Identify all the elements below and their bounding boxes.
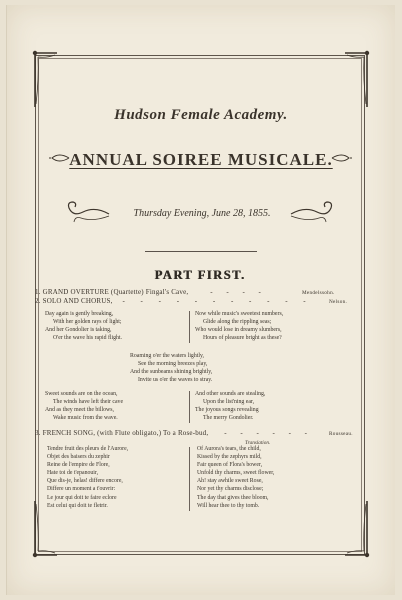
translation-verse [197,445,274,510]
verse-line: Day again is gently breaking, [45,311,114,317]
column-divider [189,311,190,343]
item-title: GRAND OVERTURE (Quartette) Fingal's Cave, [42,288,189,296]
program-item-3 [35,429,313,437]
verse-line: Now while music's sweetest numbers, [195,311,284,317]
verse-left-1 [45,310,122,342]
item-number: 1. [35,288,41,296]
verse-line: Upon the list'ning ear, [203,399,255,406]
verse-line: Que dis-je, helas! differe encore, [47,478,123,485]
verse-line: Nor yet thy charms disclose; [197,486,264,493]
verse-line: Le jour qui doit te faire eclore [47,494,117,501]
event-date: Thursday Evening, June 28, 1855. [133,208,271,219]
divider-rule [145,251,257,252]
verse-line: And as they meet the billows, [45,407,114,414]
corner-ornament-icon [341,497,373,559]
item-number: 2. [35,297,41,305]
part-heading: PART FIRST. [154,268,246,282]
verse-right-1 [195,310,283,342]
verse-right-2 [195,390,265,422]
item-number: 3. [35,429,41,437]
verse-line: Tendre fruit des pleurs de l'Aurore, [47,446,129,452]
flourish-left-icon [65,198,111,228]
verse-line: With her golden rays of light; [53,319,122,326]
verse-line: Wake music from the wave. [53,415,118,422]
item-composer: Nelson. [329,299,348,305]
verse-line: And her Gondolier is taking, [45,327,112,334]
program-sheet [6,5,395,595]
verse-line: Hate toi de t'epanouir, [47,470,99,477]
column-divider [189,447,190,511]
verse-line: O'er the wave his rapid flight. [53,335,122,342]
verse-left-2 [45,390,123,422]
flourish-right-icon [330,151,352,165]
verse-line: Who would lose in dreamy slumbers, [195,327,282,334]
program-item-2 [35,297,313,305]
verse-line: Fair queen of Flora's bower, [197,462,263,469]
verse-center [130,352,212,384]
verse-line: And the sunbeams shining brightly, [130,369,213,376]
verse-line: And other sounds are stealing, [195,391,266,397]
french-verse [47,445,128,510]
verse-line: Est celui qui doit te fletrir. [47,502,108,509]
program-item-1 [35,288,267,296]
leader-dots: - - - - - - - - - - - [122,297,313,305]
verse-line: The joyous songs revealing [195,407,259,414]
leader-dots: - - - - - - [224,429,314,437]
event-title: ANNUAL SOIREE MUSICALE. [69,150,333,169]
verse-line: Kissed by the zephyrs mild, [197,454,262,461]
academy-title: Hudson Female Academy. [114,107,288,123]
verse-line: Differe un moment a t'ouvrir: [47,486,116,493]
verse-line: The day that gives thee bloom, [197,494,269,501]
verse-line: Roaming o'er the waters lightly, [130,353,204,359]
item-composer: Mendelssohn. [302,290,335,296]
column-divider [189,391,190,423]
translation-label: Translation. [245,440,271,446]
verse-line: Invite us o'er the waves to stray. [138,377,213,384]
item-composer: Rousseau. [329,431,353,437]
verse-line: Glide along the rippling seas; [203,319,272,326]
corner-ornament-icon [29,49,61,111]
flourish-right-icon [289,198,335,228]
leader-dots: - - - - [210,288,267,296]
verse-line: Objet des baisers du zephir [47,454,110,461]
verse-line: Sweet sounds are on the ocean, [45,391,118,397]
item-title: FRENCH SONG, (with Flute obligato,) To a Rose-bud, [42,429,209,437]
verse-line: Hours of pleasure bright as these? [203,335,282,342]
verse-line: Will hear thee to thy tomb. [197,502,260,509]
verse-line: Unfold thy charms, sweet flower, [197,470,275,477]
item-title: SOLO AND CHORUS, [42,297,113,305]
corner-ornament-icon [341,49,373,111]
verse-line: See the morning breezes play, [138,361,208,368]
verse-line: The winds have left their cave [53,399,124,406]
verse-line: The merry Gondolier. [203,415,254,422]
verse-line: Ah! stay awhile sweet Rose, [197,478,263,485]
verse-line: Of Aurora's tears, the child, [197,446,261,452]
verse-line: Reine de l'empire de Flore, [47,462,110,469]
